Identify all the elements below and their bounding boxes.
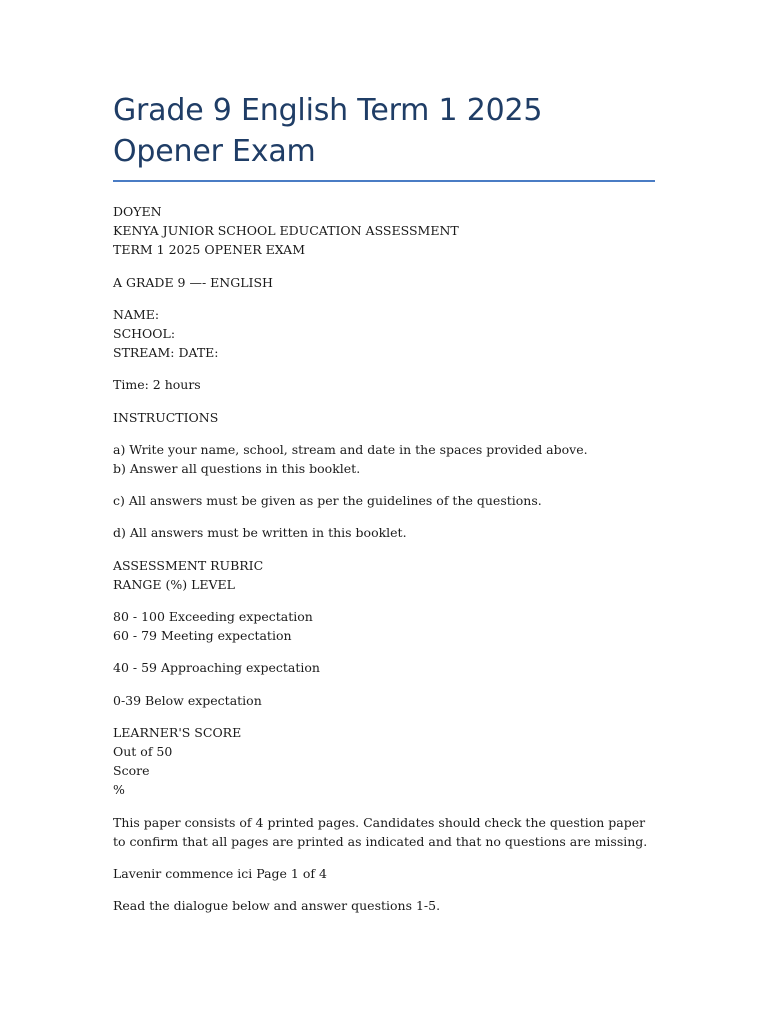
student-fields <box>113 305 655 363</box>
instruction-d: d) All answers must be written in this booklet. <box>113 525 407 541</box>
subject-line: A GRADE 9 —- ENGLISH <box>113 274 273 290</box>
instruction-a: a) Write your name, school, stream and date in the spaces provided above. <box>113 441 588 457</box>
instruction-c: c) All answers must be given as per the guidelines of the questions. <box>113 493 542 509</box>
document-title: Grade 9 English Term 1 2025 Opener Exam <box>113 93 543 169</box>
rubric-row-approaching: 40 - 59 Approaching expectation <box>113 660 320 676</box>
school-field-label: SCHOOL: <box>113 326 176 342</box>
instructions-ab <box>113 440 655 478</box>
score-label: Score <box>113 763 150 779</box>
rubric-heading: ASSESSMENT RUBRIC <box>113 557 264 573</box>
time-allowed: Time: 2 hours <box>113 377 201 393</box>
rubric-header <box>113 556 655 594</box>
header-line-term: TERM 1 2025 OPENER EXAM <box>113 242 305 258</box>
header-line-assessment: KENYA JUNIOR SCHOOL EDUCATION ASSESSMENT <box>113 223 459 239</box>
header-line-doyen: DOYEN <box>113 204 162 219</box>
dialogue-prompt: Read the dialogue below and answer questions 1-5. <box>113 898 441 914</box>
learner-score-block <box>113 723 655 800</box>
instruction-b: b) Answer all questions in this booklet. <box>113 461 361 477</box>
pages-note: This paper consists of 4 printed pages. Candidates should check the question paper to confirm that all pages are printed as indicated and that no questions are missing. <box>113 814 648 849</box>
exam-header <box>113 202 655 260</box>
rubric-row-below: 0-39 Below expectation <box>113 692 262 708</box>
rubric-rows-top <box>113 607 655 645</box>
document-page <box>113 90 655 928</box>
rubric-row-exceeding: 80 - 100 Exceeding expectation <box>113 609 313 625</box>
page-marker: Lavenir commence ici Page 1 of 4 <box>113 866 327 882</box>
title-underline <box>113 180 655 182</box>
score-out-of: Out of 50 <box>113 744 173 760</box>
instructions-heading: INSTRUCTIONS <box>113 409 219 425</box>
stream-date-field-label: STREAM: DATE: <box>113 345 219 361</box>
learner-score-heading: LEARNER'S SCORE <box>113 724 242 740</box>
rubric-columns: RANGE (%) LEVEL <box>113 576 235 592</box>
rubric-row-meeting: 60 - 79 Meeting expectation <box>113 628 292 644</box>
name-field-label: NAME: <box>113 306 160 322</box>
score-percent: % <box>113 782 125 798</box>
